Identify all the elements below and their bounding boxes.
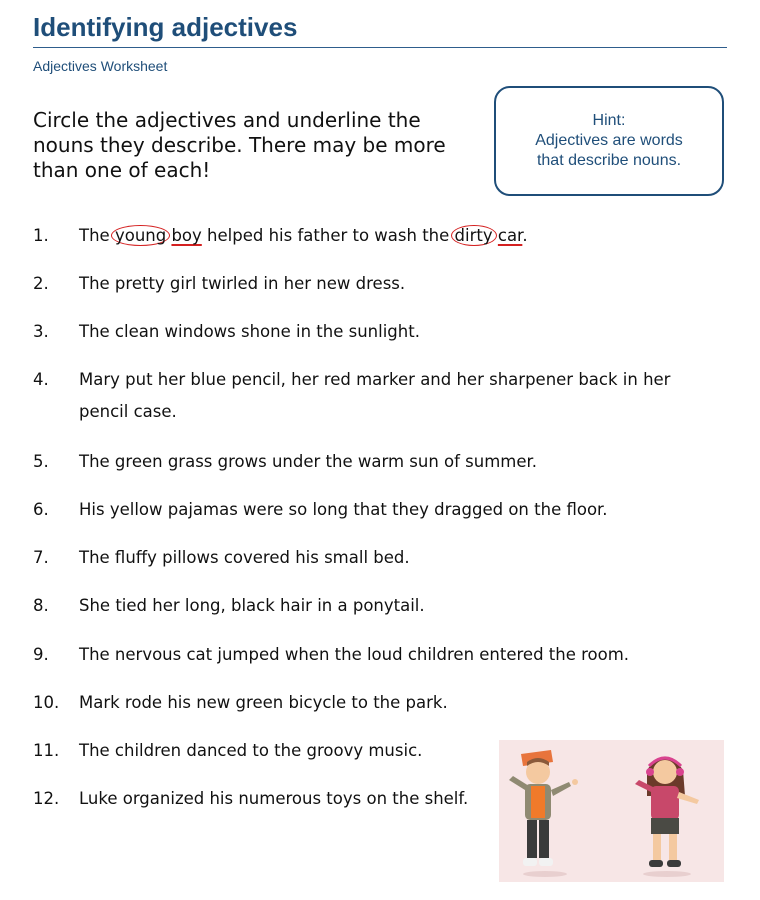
underlined-noun: boy [171, 226, 202, 245]
item-number: 6. [33, 500, 49, 519]
circled-adjective: young [111, 225, 170, 246]
example-period: . [522, 226, 528, 245]
item-number: 2. [33, 274, 49, 293]
item-text: The green grass grows under the warm sun of summer. [79, 452, 538, 471]
item-number: 12. [33, 789, 60, 808]
circled-adjective: dirty [451, 225, 497, 246]
item-text: Luke organized his numerous toys on the shelf. [79, 789, 469, 808]
item-number: 1. [33, 226, 49, 245]
item-number: 3. [33, 322, 49, 341]
item-text: The children danced to the groovy music. [79, 741, 423, 760]
hint-line-2: that describe nouns. [536, 152, 682, 169]
hint-line-1: Adjectives are words [535, 132, 683, 149]
instructions-text: Circle the adjectives and underline the nouns they describe. There may be more than one of each! [33, 108, 446, 182]
worksheet-subtitle: Adjectives Worksheet [33, 58, 168, 74]
item-text: Mary put her blue pencil, her red marker and her sharpener back in her pencil case. [79, 370, 671, 421]
item-number: 4. [33, 370, 49, 389]
item-number: 8. [33, 596, 49, 615]
item-number: 10. [33, 693, 60, 712]
item-text: His yellow pajamas were so long that they dragged on the floor. [79, 500, 608, 519]
item-number: 7. [33, 548, 49, 567]
item-number: 5. [33, 452, 49, 471]
item-number: 9. [33, 645, 49, 664]
item-text: She tied her long, black hair in a ponytail. [79, 596, 425, 615]
worksheet-title: Identifying adjectives [33, 12, 298, 42]
example-phrase: helped his father to wash the [207, 226, 450, 245]
item-text: Mark rode his new green bicycle to the park. [79, 693, 448, 712]
hint-heading: Hint: [592, 112, 626, 129]
dancing-kids-illustration [499, 740, 724, 882]
item-number: 11. [33, 741, 60, 760]
item-text: The clean windows shone in the sunlight. [79, 322, 420, 341]
item-text [79, 220, 528, 252]
item-text: The fluffy pillows covered his small bed. [79, 548, 410, 567]
item-text: The pretty girl twirled in her new dress. [79, 274, 406, 293]
example-word: The [79, 226, 110, 245]
underlined-noun: car [497, 226, 523, 245]
item-text: The nervous cat jumped when the loud children entered the room. [79, 645, 630, 664]
